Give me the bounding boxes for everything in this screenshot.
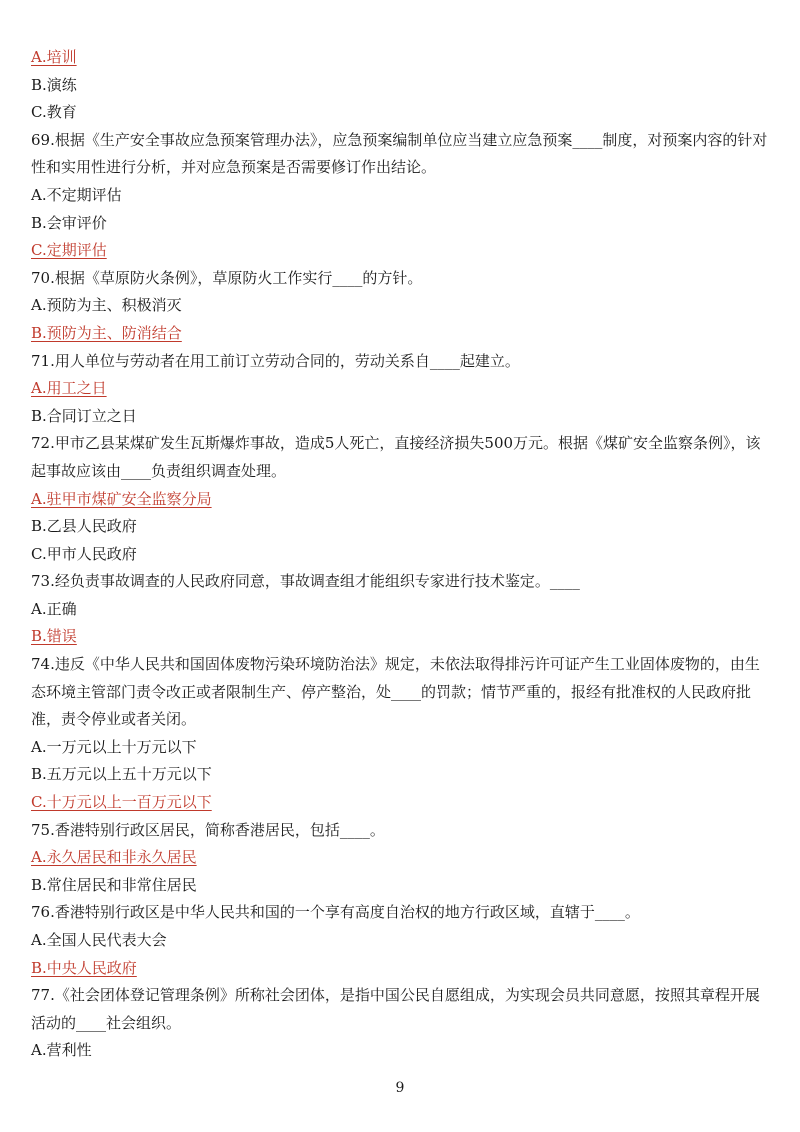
option-line: B.会审评价 — [31, 213, 107, 232]
question-text: 77.《社会团体登记管理条例》所称社会团体，是指中国公民自愿组成，为实现会员共同意愿，按照其章程开展活动的____社会组织。 — [31, 986, 760, 1032]
question-text: 76.香港特别行政区是中华人民共和国的一个享有高度自治权的地方行政区域，直辖于____。 — [31, 903, 640, 922]
option-line: A.营利性 — [31, 1041, 92, 1060]
option-line: B.预防为主、防消结合 — [31, 323, 182, 342]
question-text: 71.用人单位与劳动者在用工前订立劳动合同的，劳动关系自____起建立。 — [31, 351, 520, 370]
question-text: 74.违反《中华人民共和国固体废物污染环境防治法》规定，未依法取得排污许可证产生工业固体废物的，由生态环境主管部门责令改正或者限制生产、停产整治，处____的罚款；情节严重的，报经有批准权的人民政府批准，责令停业或者关闭。 — [31, 655, 760, 729]
option-line: A.全国人民代表大会 — [31, 931, 167, 949]
option-line: B.常住居民和非常住居民 — [31, 875, 197, 894]
option-line: B.演练 — [31, 75, 77, 94]
option-line: C.教育 — [31, 103, 77, 122]
question-text: 72.甲市乙县某煤矿发生瓦斯爆炸事故，造成5人死亡，直接经济损失500万元。根据《煤矿安全监察条例》，该起事故应该由____负责组织调查处理。 — [31, 434, 761, 480]
option-line: B.错误 — [31, 627, 77, 646]
option-line: C.十万元以上一百万元以下 — [31, 793, 212, 812]
option-line: A.驻甲市煤矿安全监察分局 — [31, 489, 212, 508]
page-number: 9 — [395, 1080, 405, 1096]
option-line: B.中央人民政府 — [31, 958, 137, 977]
option-line: C.甲市人民政府 — [31, 544, 137, 563]
question-text: 69.根据《生产安全事故应急预案管理办法》，应急预案编制单位应当建立应急预案____制度，对预案内容的针对性和实用性进行分析，并对应急预案是否需要修订作出结论。 — [31, 130, 768, 177]
question-text: 73.经负责事故调查的人民政府同意，事故调查组才能组织专家进行技术鉴定。____ — [31, 572, 580, 591]
option-line: A.不定期评估 — [31, 185, 122, 204]
option-line: A.培训 — [31, 48, 77, 66]
option-line: A.永久居民和非永久居民 — [31, 848, 197, 867]
option-line: A.预防为主、积极消灭 — [31, 296, 182, 315]
option-line: C.定期评估 — [31, 241, 107, 260]
option-line: B.乙县人民政府 — [31, 517, 137, 536]
option-line: A.正确 — [31, 599, 77, 618]
option-line: B.五万元以上五十万元以下 — [31, 765, 212, 784]
question-list — [31, 44, 771, 1065]
question-text: 70.根据《草原防火条例》，草原防火工作实行____的方针。 — [31, 268, 423, 287]
question-text: 75.香港特别行政区居民，简称香港居民，包括____。 — [31, 820, 385, 839]
option-line: A.用工之日 — [31, 379, 107, 398]
option-line: B.合同订立之日 — [31, 406, 137, 425]
option-line: A.一万元以上十万元以下 — [31, 737, 197, 756]
